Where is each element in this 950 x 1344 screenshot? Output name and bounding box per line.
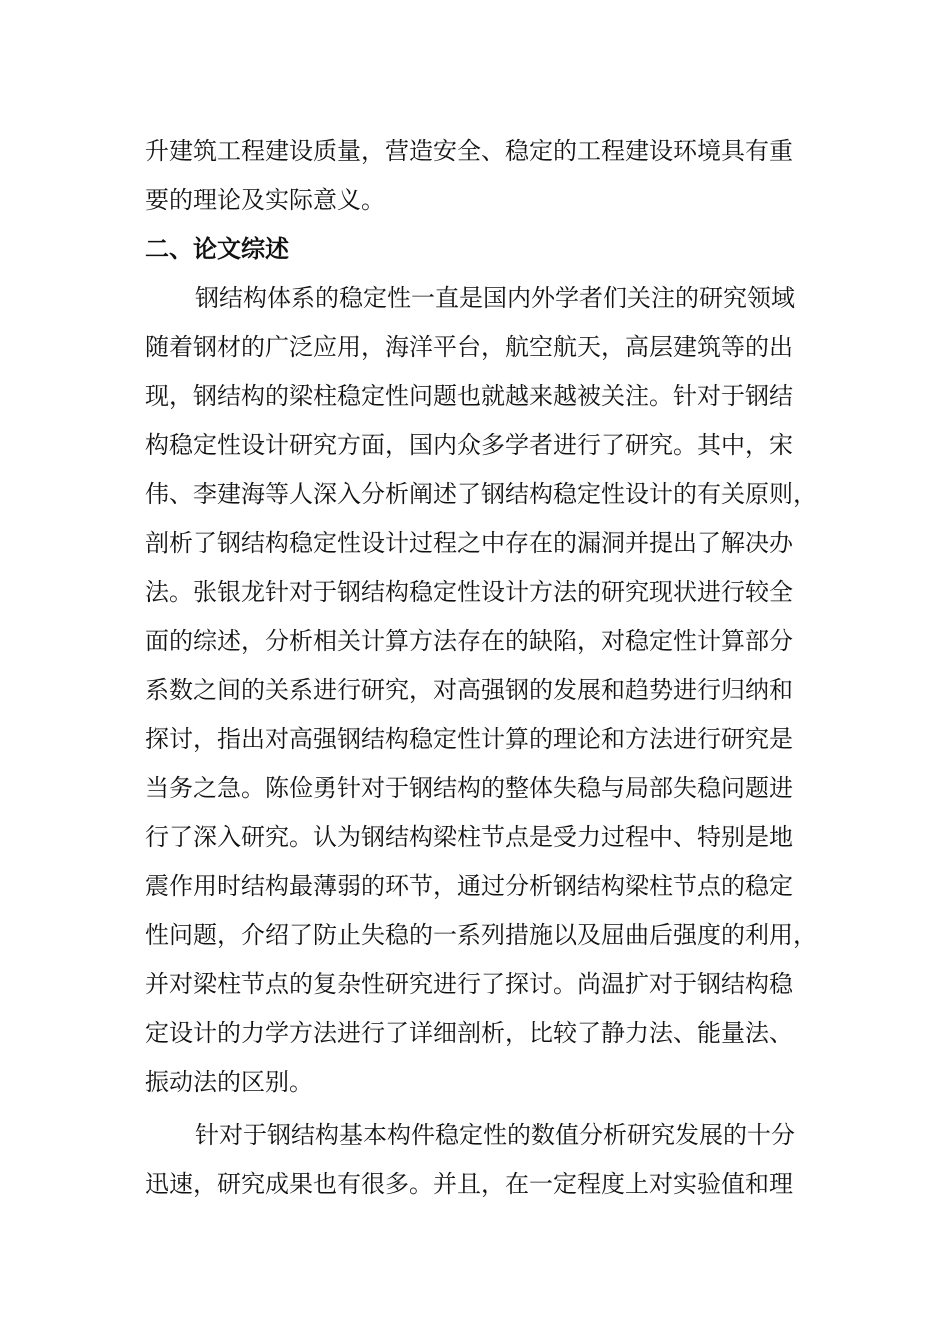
text-line: 并对梁柱节点的复杂性研究进行了探讨。尚温扩对于钢结构稳 [145, 970, 793, 998]
text-line: 探讨，指出对高强钢结构稳定性计算的理论和方法进行研究是 [145, 725, 793, 753]
text-line: 法。张银龙针对于钢结构稳定性设计方法的研究现状进行较全 [145, 578, 793, 606]
text-line: 面的综述，分析相关计算方法存在的缺陷，对稳定性计算部分 [145, 627, 793, 655]
text-line: 钢结构体系的稳定性一直是国内外学者们关注的研究领域 [195, 284, 795, 312]
review-paragraph-2 [145, 1111, 860, 1209]
text-line: 振动法的区别。 [145, 1068, 313, 1096]
text-line: 震作用时结构最薄弱的环节，通过分析钢结构梁柱节点的稳定 [145, 872, 793, 900]
text-line: 针对于钢结构基本构件稳定性的数值分析研究发展的十分 [195, 1121, 795, 1149]
text-line: 定设计的力学方法进行了详细剖析，比较了静力法、能量法、 [145, 1019, 793, 1047]
text-line: 要的理论及实际意义。 [145, 186, 385, 214]
text-line: 迅速，研究成果也有很多。并且，在一定程度上对实验值和理 [145, 1170, 793, 1198]
text-line: 现，钢结构的梁柱稳定性问题也就越来越被关注。针对于钢结 [145, 382, 793, 410]
text-line: 当务之急。陈俭勇针对于钢结构的整体失稳与局部失稳问题进 [145, 774, 793, 802]
text-line: 剖析了钢结构稳定性设计过程之中存在的漏洞并提出了解决办 [145, 529, 793, 557]
text-line: 行了深入研究。认为钢结构梁柱节点是受力过程中、特别是地 [145, 823, 793, 851]
document-body [145, 127, 860, 1209]
text-line: 随着钢材的广泛应用，海洋平台，航空航天，高层建筑等的出 [145, 333, 793, 361]
text-line: 升建筑工程建设质量，营造安全、稳定的工程建设环境具有重 [145, 137, 793, 165]
section-heading: 二、论文综述 [145, 235, 289, 263]
text-line: 性问题，介绍了防止失稳的一系列措施以及屈曲后强度的利用， [145, 921, 817, 949]
intro-paragraph [145, 127, 860, 225]
text-line: 构稳定性设计研究方面，国内众多学者进行了研究。其中，宋 [145, 431, 793, 459]
text-line: 伟、李建海等人深入分析阐述了钢结构稳定性设计的有关原则， [145, 480, 817, 508]
text-line: 系数之间的关系进行研究，对高强钢的发展和趋势进行归纳和 [145, 676, 793, 704]
review-paragraph-1 [145, 274, 860, 1107]
